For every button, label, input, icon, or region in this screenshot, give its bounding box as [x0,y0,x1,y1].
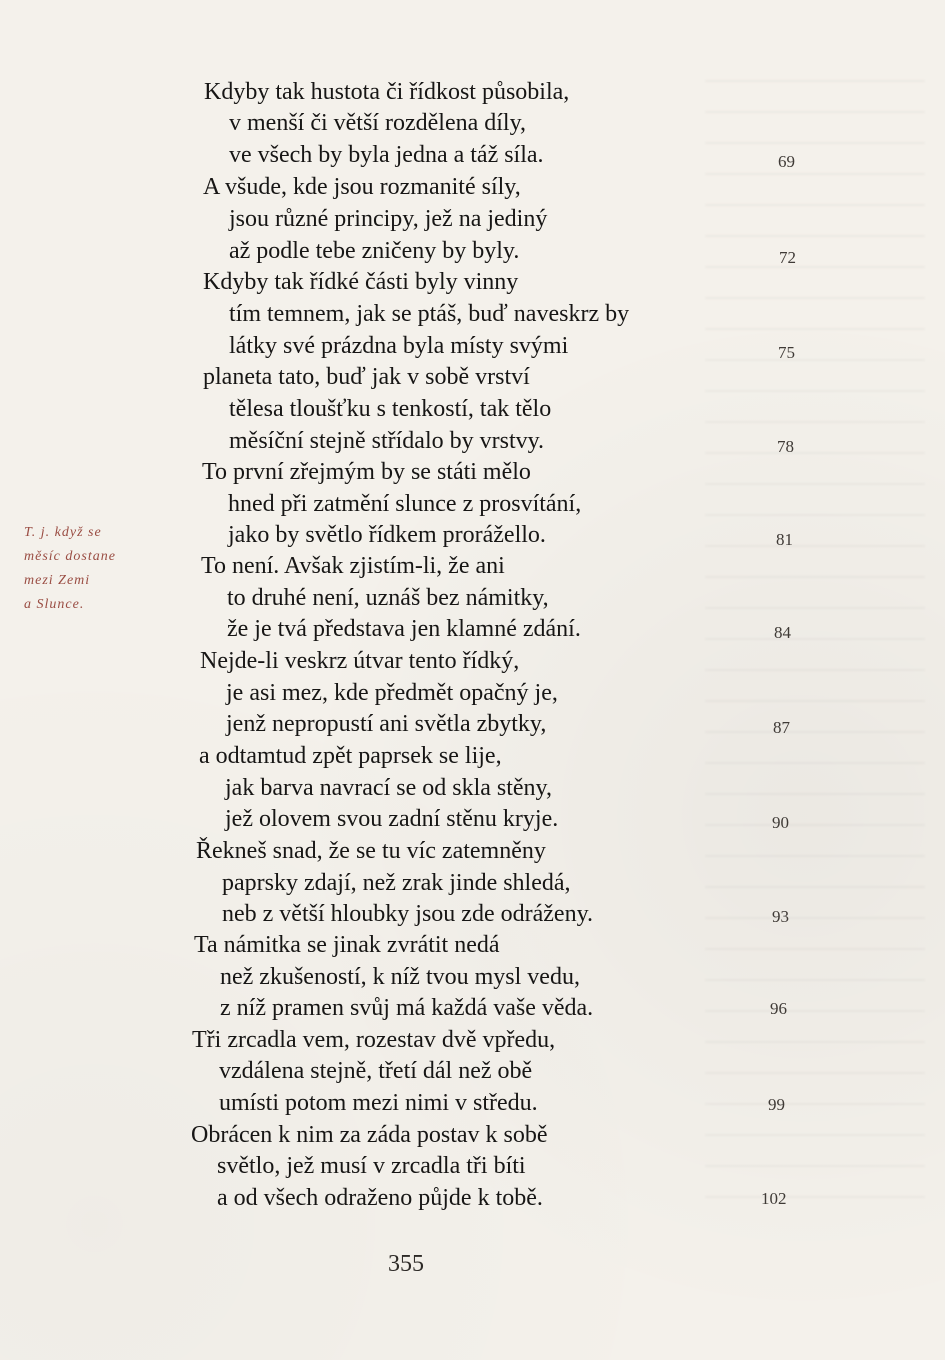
line-number: 96 [770,999,787,1018]
verse-line: jenž nepropustí ani světla zbytky, [226,711,547,737]
verse-line: měsíční stejně střídalo by vrstvy. [229,428,545,454]
verse-line: Tři zrcadla vem, rozestav dvě vpředu, [192,1027,556,1053]
verse-line: v menší či větší rozdělena díly, [229,110,527,136]
verse-line: že je tvá představa jen klamné zdání. [227,616,581,642]
line-number: 99 [768,1095,785,1114]
verse-line: a odtamtud zpět paprsek se lije, [199,743,502,769]
verse-line: hned při zatmění slunce z prosvítání, [228,491,582,517]
verse-line: paprsky zdají, než zrak jinde shledá, [222,870,571,896]
line-number: 84 [774,623,791,642]
verse-line: A všude, kde jsou rozmanité síly, [203,174,521,200]
verse-line: To není. Avšak zjistím-li, že ani [201,553,505,579]
verse-line: látky své prázdna byla místy svými [229,333,569,359]
verse-line: Nejde-li veskrz útvar tento řídký, [200,648,520,674]
verse-line: jsou různé principy, jež na jediný [229,206,548,232]
margin-note-line: mezi Zemi [24,573,91,588]
margin-note-line: T. j. když se [24,525,102,540]
verse-line: jako by světlo řídkem prorážello. [228,522,546,548]
margin-note-line: a Slunce. [24,597,85,612]
verse-line: Kdyby tak řídké části byly vinny [203,269,519,295]
line-number: 78 [777,437,794,456]
verse-line: tělesa tloušťku s tenkostí, tak tělo [229,396,552,422]
verse-line: vzdálena stejně, třetí dál než obě [219,1058,533,1084]
verse-line: Ta námitka se jinak zvrátit nedá [194,932,500,958]
verse-line: je asi mez, kde předmět opačný je, [226,680,558,706]
verse-line: to druhé není, uznáš bez námitky, [227,585,549,611]
verse-line: z níž pramen svůj má každá vaše věda. [220,995,594,1021]
verse-line: To první zřejmým by se státi mělo [202,459,531,485]
verse-line: ve všech by byla jedna a táž síla. [229,142,544,168]
verse-line: neb z větší hloubky jsou zde odráženy. [222,901,594,927]
line-number: 87 [773,718,790,737]
verse-line: tím temnem, jak se ptáš, buď naveskrz by [229,301,630,327]
verse-line: umísti potom mezi nimi v středu. [219,1090,538,1116]
verse-line: až podle tebe zničeny by byly. [229,238,520,264]
verse-line: Kdyby tak hustota či řídkost působila, [204,79,570,105]
line-number: 72 [779,248,796,267]
line-number: 93 [772,907,789,926]
verse-line: než zkušeností, k níž tvou mysl vedu, [220,964,580,990]
verse-line: jež olovem svou zadní stěnu kryje. [225,806,559,832]
line-number: 90 [772,813,789,832]
line-number: 75 [778,343,795,362]
verse-line: světlo, jež musí v zrcadla tři bíti [217,1153,526,1179]
line-number: 69 [778,152,795,171]
verse-line: a od všech odraženo půjde k tobě. [217,1185,543,1211]
line-number: 81 [776,530,793,549]
line-number: 102 [761,1189,787,1208]
verse-line: jak barva navrací se od skla stěny, [225,775,552,801]
page-number: 355 [388,1251,424,1277]
verse-line: Řekneš snad, že se tu víc zatemněny [196,838,546,864]
verse-line: Obrácen k nim za záda postav k sobě [191,1122,548,1148]
verse-line: planeta tato, buď jak v sobě vrství [203,364,530,390]
margin-note-line: měsíc dostane [24,549,116,564]
